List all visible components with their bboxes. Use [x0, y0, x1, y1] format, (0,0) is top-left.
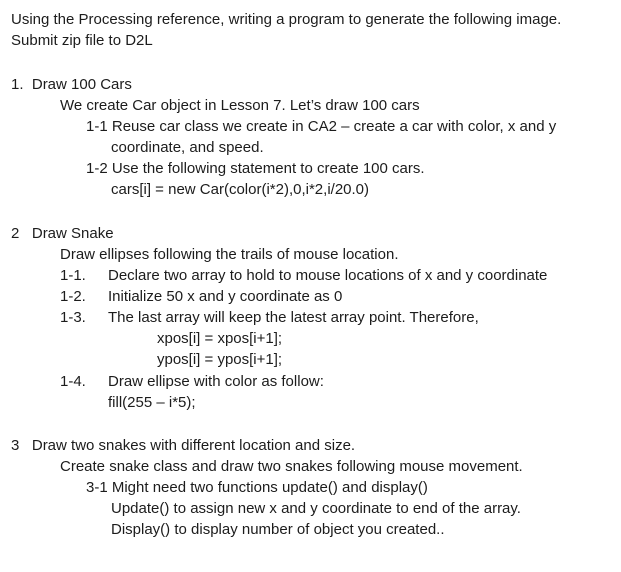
- section-2-item-1: [60, 267, 547, 285]
- section-2-description: Draw ellipses following the trails of mouse location.: [60, 246, 399, 263]
- item-label: 1-2.: [60, 288, 86, 305]
- section-2-heading: [11, 225, 114, 243]
- item-label: 1-1.: [60, 267, 86, 284]
- section-2-code-1: xpos[i] = xpos[i+1];: [157, 330, 283, 347]
- section-2-item-4: [60, 373, 324, 391]
- item-text: Draw ellipse with color as follow:: [108, 373, 324, 390]
- section-2-title: Draw Snake: [31, 225, 114, 242]
- section-3-sub-1: Update() to assign new x and y coordinate to end of the array.: [111, 500, 521, 517]
- section-3-number: 3: [11, 437, 20, 454]
- section-2-code-3: fill(255 – i*5);: [108, 394, 196, 411]
- item-text: The last array will keep the latest array point. Therefore,: [108, 309, 479, 326]
- item-label: 1-4.: [60, 373, 86, 390]
- item-text: Reuse car class we create in CA2 – create a car with color, x and y: [111, 118, 557, 135]
- section-1-item-2: [86, 160, 425, 178]
- section-3-sub-2: Display() to display number of object you created..: [111, 521, 445, 538]
- item-label: 1-2: [86, 160, 108, 177]
- item-text: Initialize 50 x and y coordinate as 0: [108, 288, 343, 305]
- section-1-number: 1.: [11, 76, 24, 93]
- item-text: Use the following statement to create 100 cars.: [111, 160, 425, 177]
- section-1-code: cars[i] = new Car(color(i*2),0,i*2,i/20.0): [111, 181, 370, 198]
- section-3-item-1: [86, 479, 428, 497]
- section-3-title: Draw two snakes with different location and size.: [31, 437, 356, 454]
- section-1-title: Draw 100 Cars: [31, 76, 132, 93]
- section-3-description: Create snake class and draw two snakes following mouse movement.: [60, 458, 523, 475]
- item-text: Might need two functions update() and display(): [111, 479, 428, 496]
- section-2-number: 2: [11, 225, 20, 242]
- section-1-description: We create Car object in Lesson 7. Let’s draw 100 cars: [60, 97, 420, 114]
- item-text: Declare two array to hold to mouse locations of x and y coordinate: [108, 267, 548, 284]
- section-3-heading: [11, 437, 355, 455]
- section-1-item-1: [86, 118, 556, 136]
- section-2-item-2: [60, 288, 342, 306]
- intro-line-1: Using the Processing reference, writing a program to generate the following image.: [11, 11, 562, 28]
- section-2-code-2: ypos[i] = ypos[i+1];: [157, 351, 283, 368]
- section-1-heading: [11, 76, 132, 94]
- item-label: 1-3.: [60, 309, 86, 326]
- item-label: 3-1: [86, 479, 108, 496]
- intro-line-2: Submit zip file to D2L: [11, 32, 153, 49]
- item-label: 1-1: [86, 118, 108, 135]
- section-2-item-3: [60, 309, 479, 327]
- section-1-item-1-continued: coordinate, and speed.: [111, 139, 264, 156]
